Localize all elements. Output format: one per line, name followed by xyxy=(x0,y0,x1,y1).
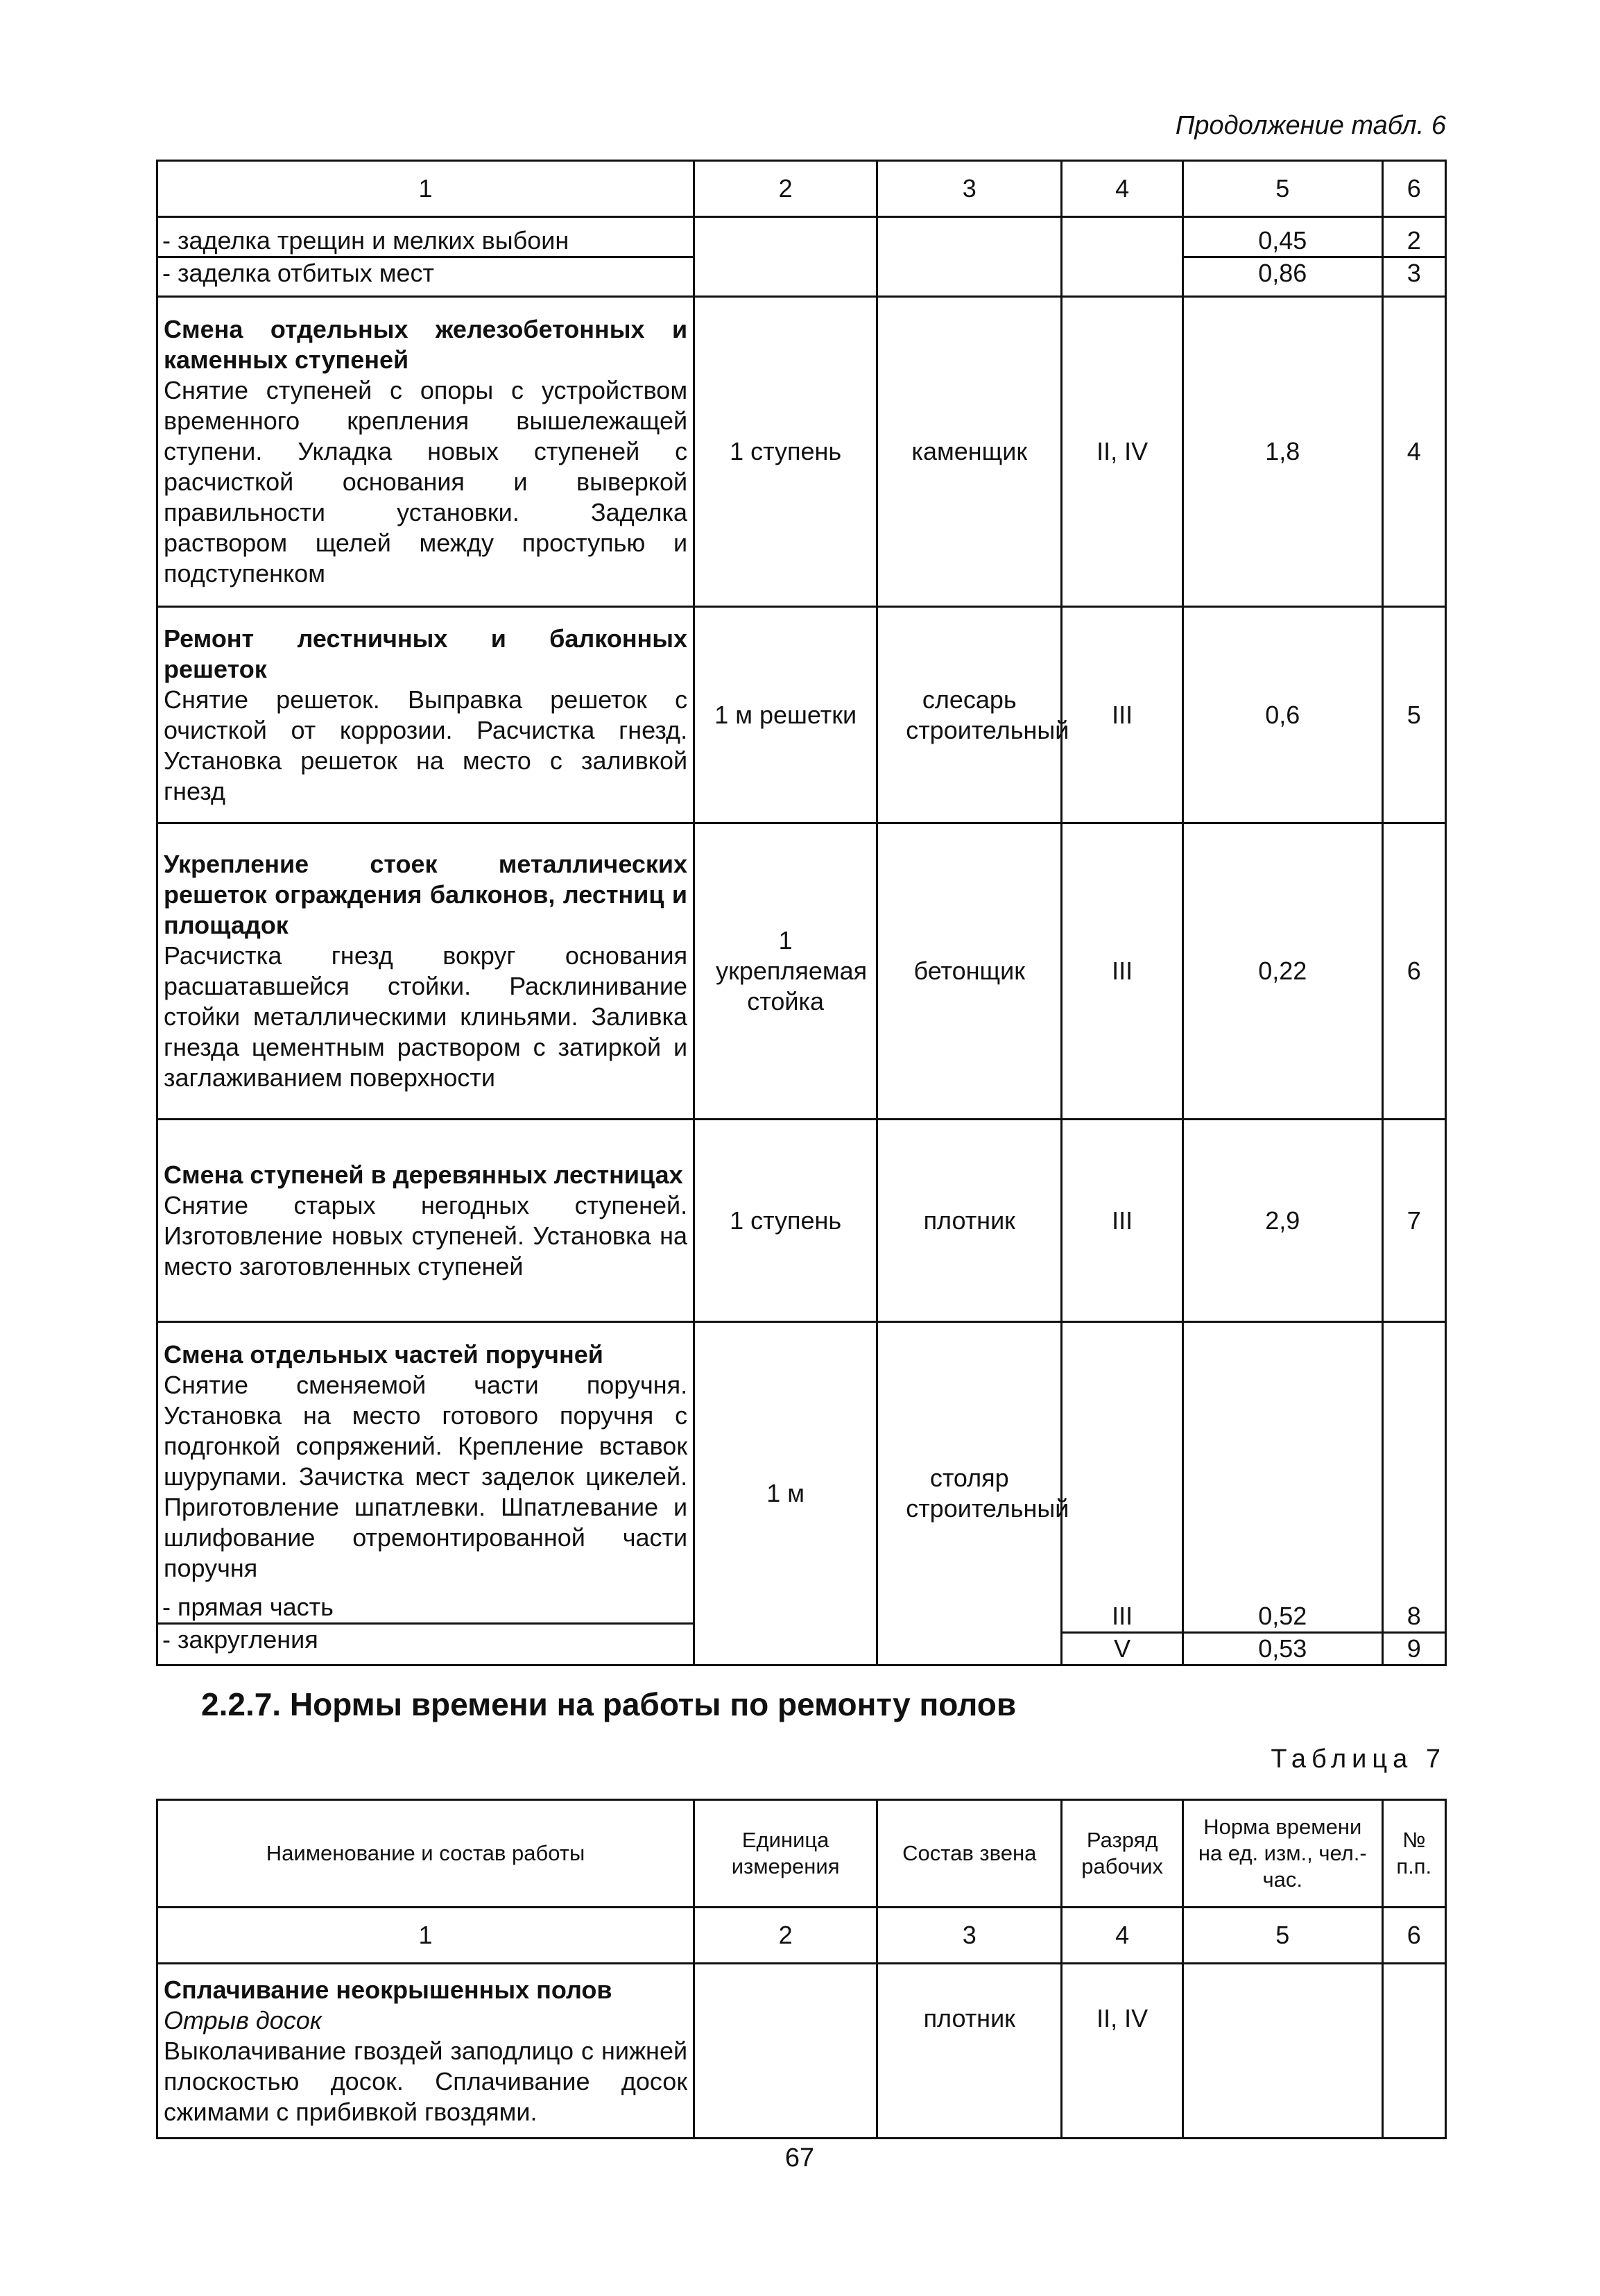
table-row xyxy=(157,1322,1446,1665)
item-number-cell: 6 xyxy=(1382,823,1445,1120)
work-description-cell xyxy=(157,297,694,607)
column-header: Наименование и состав работы xyxy=(157,1800,694,1908)
item-number-cell: 7 xyxy=(1382,1120,1445,1322)
unit-cell: 1 ступень xyxy=(694,297,877,607)
item-number-cell: 4 xyxy=(1382,297,1445,607)
item-number-cell xyxy=(1382,217,1445,297)
unit-cell xyxy=(694,1964,877,2139)
column-number-row xyxy=(157,161,1446,217)
col-number: 2 xyxy=(694,1908,877,1964)
header-row xyxy=(157,1800,1446,1908)
work-text: Снятие старых негодных ступеней. Изготовление новых ступеней. Установка на место заготовленных ступеней xyxy=(164,1190,688,1280)
col-number: 3 xyxy=(877,1908,1062,1964)
sub-work-name: - заделка трещин и мелких выбоин xyxy=(162,225,569,255)
crew-cell: плотник xyxy=(877,1120,1062,1322)
work-title: Укрепление стоек металлических решеток ограждения балконов, лестниц и площадок xyxy=(164,850,688,939)
crew-cell xyxy=(877,217,1062,297)
item-number: 3 xyxy=(1384,256,1445,289)
col-number: 5 xyxy=(1183,1908,1382,1964)
work-title: Смена ступеней в деревянных лестницах xyxy=(164,1160,683,1189)
col-number: 1 xyxy=(157,161,694,217)
grade-cell: II, IV xyxy=(1062,297,1183,607)
work-text: Расчистка гнезд вокруг основания расшатавшейся стойки. Расклинивание стойки металлическими клиньями. Заливка гнезда цементным раствором с затиркой и заглаживанием поверхности xyxy=(164,941,688,1092)
work-title: Ремонт лестничных и балконных решеток xyxy=(164,624,688,683)
unit-cell: 1 укрепляемая стойка xyxy=(694,823,877,1120)
unit-cell: 1 м решетки xyxy=(694,607,877,823)
norm-cell xyxy=(1183,1964,1382,2139)
column-header: Состав звена xyxy=(877,1800,1062,1908)
col-number: 6 xyxy=(1382,161,1445,217)
work-description xyxy=(158,1331,693,1592)
norm-value: 0,86 xyxy=(1184,256,1381,289)
table-6 xyxy=(156,160,1447,1666)
column-header: Норма времени на ед. изм., чел.-час. xyxy=(1183,1800,1382,1908)
col-number: 4 xyxy=(1062,161,1183,217)
norm-cell: 1,8 xyxy=(1183,297,1382,607)
column-number-row xyxy=(157,1908,1446,1964)
crew-cell: бетонщик xyxy=(877,823,1062,1120)
norm-value: 0,45 xyxy=(1258,225,1307,255)
sub-work-name: - закругления xyxy=(158,1622,693,1655)
grade-cell xyxy=(1062,217,1183,297)
section-title: 2.2.7. Нормы времени на работы по ремонту полов xyxy=(201,1686,1017,1722)
column-header: Разряд рабочих xyxy=(1062,1800,1183,1908)
item-number: 2 xyxy=(1407,225,1421,255)
grade-cell xyxy=(1062,1322,1183,1665)
crew-cell: слесарь строительный xyxy=(877,607,1062,823)
norm-cell: 0,22 xyxy=(1183,823,1382,1120)
grade-cell: III xyxy=(1062,1120,1183,1322)
work-title: Смена отдельных частей поручней xyxy=(164,1340,603,1369)
item-number: 8 xyxy=(1407,1602,1421,1630)
norm-cell xyxy=(1183,217,1382,297)
table-7 xyxy=(156,1799,1447,2139)
column-header: № п.п. xyxy=(1382,1800,1445,1908)
col-number: 5 xyxy=(1183,161,1382,217)
grade-value: V xyxy=(1063,1631,1182,1664)
work-text: Снятие решеток. Выправка решеток с очисткой от коррозии. Расчистка гнезд. Установка решеток на место с заливкой гнезд xyxy=(164,685,688,805)
col-number: 2 xyxy=(694,161,877,217)
unit-cell: 1 ступень xyxy=(694,1120,877,1322)
sub-work-name: - прямая часть xyxy=(162,1593,334,1621)
work-title: Сплачивание неокрышенных полов xyxy=(164,1975,612,2004)
col-number: 6 xyxy=(1382,1908,1445,1964)
col-number: 1 xyxy=(157,1908,694,1964)
item-number-cell xyxy=(1382,1964,1445,2139)
work-title: Смена отдельных железобетонных и каменных ступеней xyxy=(164,315,688,374)
norm-cell: 2,9 xyxy=(1183,1120,1382,1322)
work-description-cell xyxy=(157,1120,694,1322)
unit-cell: 1 м xyxy=(694,1322,877,1665)
work-text: Снятие сменяемой части поручня. Установка на место готового поручня с подгонкой сопряжений. Крепление вставок шурупами. Зачистка мест заделок цикелей. Приготовление шпатлевки. Шпатлевание и шлифование отремонтированной части поручня xyxy=(164,1371,688,1582)
work-description-cell xyxy=(157,607,694,823)
grade-cell: III xyxy=(1062,823,1183,1120)
grade-value: III xyxy=(1112,1602,1133,1630)
unit-cell xyxy=(694,217,877,297)
work-name-cell xyxy=(157,217,694,297)
work-text: Выколачивание гвоздей заподлицо с нижней плоскостью досок. Сплачивание досок сжимами с прибивкой гвоздями. xyxy=(164,2036,688,2126)
item-number-cell xyxy=(1382,1322,1445,1665)
table-row xyxy=(157,217,1446,297)
norm-value: 0,52 xyxy=(1258,1602,1307,1630)
sub-work-name: - заделка отбитых мест xyxy=(158,256,693,289)
norm-value: 0,53 xyxy=(1184,1631,1381,1664)
norm-cell: 0,6 xyxy=(1183,607,1382,823)
col-number: 3 xyxy=(877,161,1062,217)
work-description-cell xyxy=(157,823,694,1120)
work-description-cell xyxy=(157,1322,694,1665)
grade-cell: III xyxy=(1062,607,1183,823)
column-header: Единица измерения xyxy=(694,1800,877,1908)
page-number: 67 xyxy=(784,2143,815,2173)
table-continuation-caption: Продолжение табл. 6 xyxy=(1175,111,1446,140)
norm-cell xyxy=(1183,1322,1382,1665)
crew-cell: плотник xyxy=(877,1964,1062,2139)
crew-cell: столяр строительный xyxy=(877,1322,1062,1665)
col-number: 4 xyxy=(1062,1908,1183,1964)
table-row xyxy=(157,1964,1446,2139)
item-number-cell: 5 xyxy=(1382,607,1445,823)
table-row xyxy=(157,1120,1446,1322)
table-label: Таблица 7 xyxy=(1271,1745,1446,1774)
grade-cell: II, IV xyxy=(1062,1964,1183,2139)
table-row xyxy=(157,823,1446,1120)
work-text: Снятие ступеней с опоры с устройством временного крепления вышележащей ступени. Укладка новых ступеней с расчисткой основания и выверкой правильности установки. Заделка раствором щелей между проступью и подступенком xyxy=(164,376,688,588)
work-subtitle: Отрыв досок xyxy=(164,2005,322,2034)
table-row xyxy=(157,607,1446,823)
item-number: 9 xyxy=(1384,1631,1445,1664)
crew-cell: каменщик xyxy=(877,297,1062,607)
table-row xyxy=(157,297,1446,607)
work-description-cell xyxy=(157,1964,694,2139)
